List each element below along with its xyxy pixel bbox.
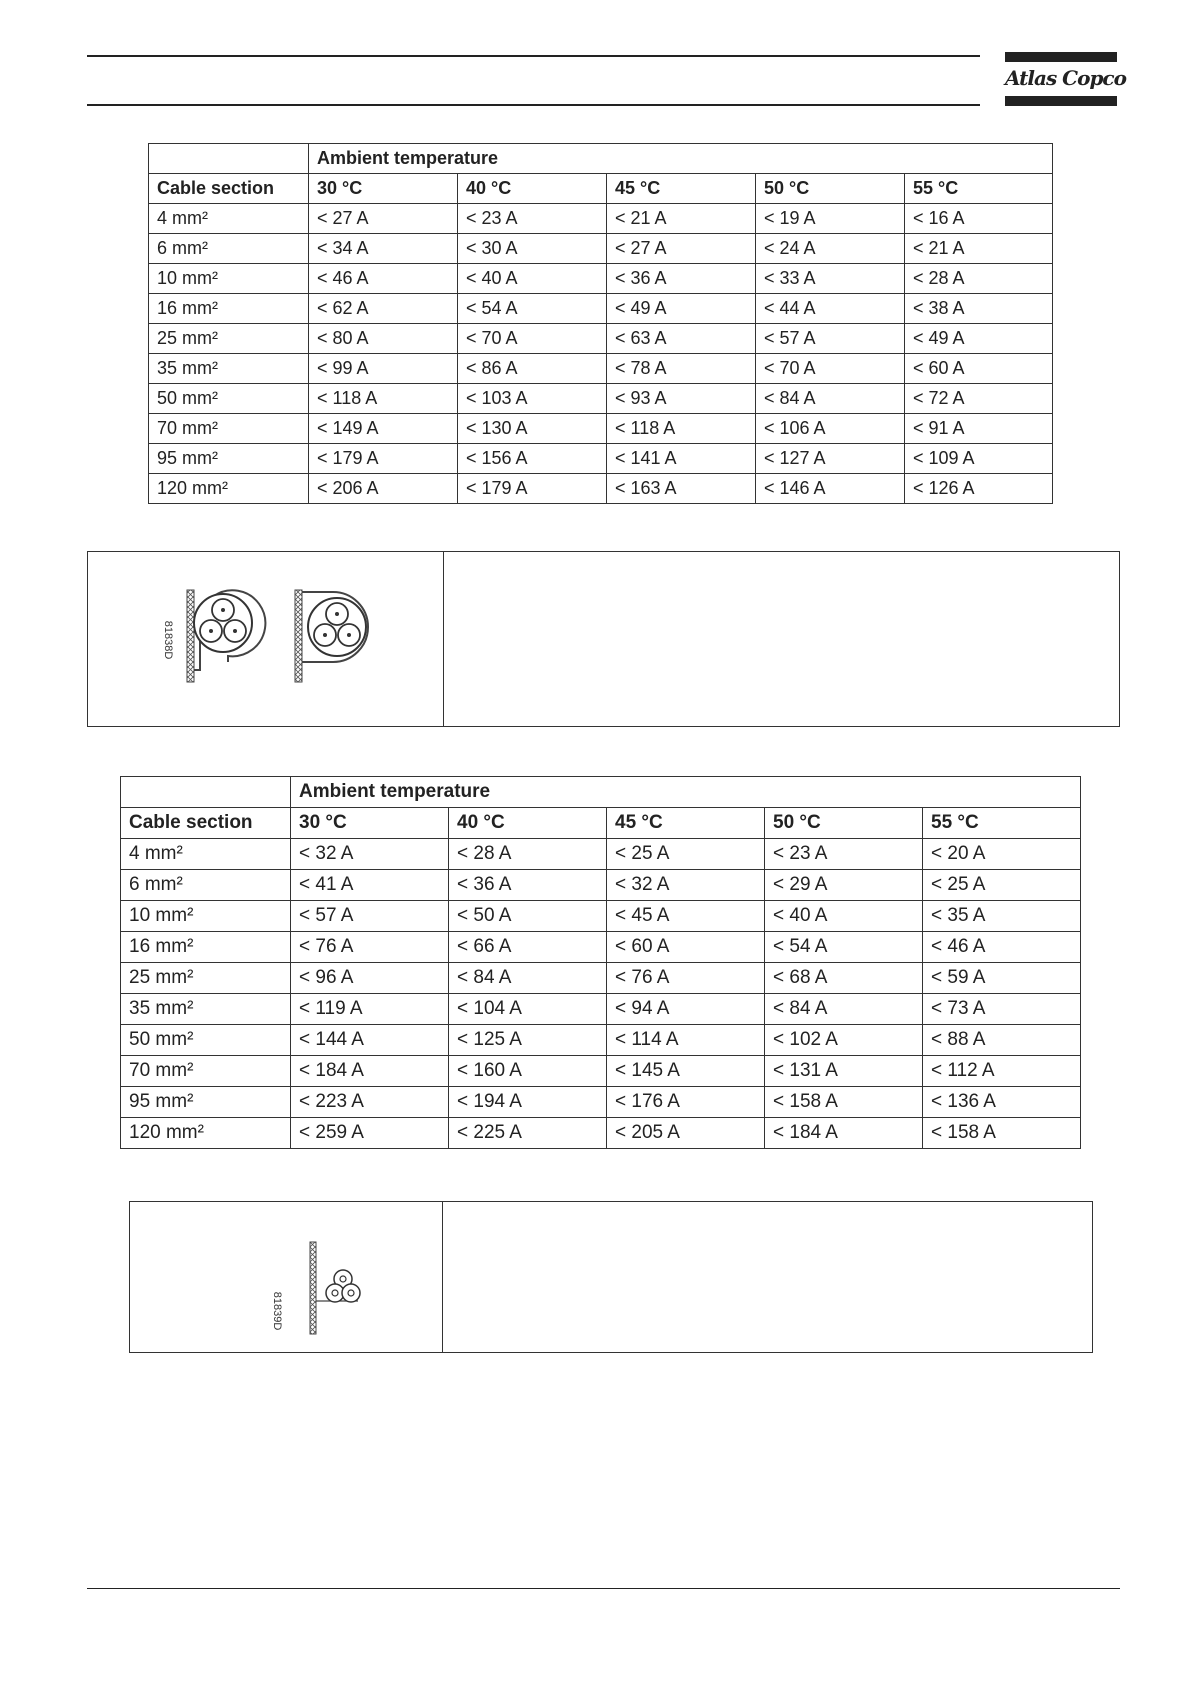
current-rating-cell: < 23 A: [458, 204, 607, 234]
cable-section-cell: 6 mm²: [149, 234, 309, 264]
table-row: [121, 963, 1081, 994]
current-rating-cell: < 160 A: [449, 1056, 607, 1087]
current-rating-cell: < 163 A: [607, 474, 756, 504]
ambient-temperature-header: Ambient temperature: [291, 777, 1081, 808]
current-rating-cell: < 66 A: [449, 932, 607, 963]
current-rating-cell: < 57 A: [291, 901, 449, 932]
current-rating-cell: < 179 A: [458, 474, 607, 504]
temperature-header: 45 °C: [607, 808, 765, 839]
current-rating-cell: < 106 A: [756, 414, 905, 444]
cable-section-header: Cable section: [149, 174, 309, 204]
temperature-header: 40 °C: [449, 808, 607, 839]
temperature-header: 50 °C: [765, 808, 923, 839]
cable-trefoil-illustration: [130, 1202, 442, 1352]
current-rating-cell: < 20 A: [923, 839, 1081, 870]
footer-rule: [87, 1588, 1120, 1589]
current-rating-cell: < 149 A: [309, 414, 458, 444]
cable-section-cell: 70 mm²: [121, 1056, 291, 1087]
column-header-row: [121, 808, 1081, 839]
cable-section-cell: 95 mm²: [121, 1087, 291, 1118]
current-rating-cell: < 76 A: [291, 932, 449, 963]
header-rule-bottom: [87, 104, 980, 106]
temperature-header: 40 °C: [458, 174, 607, 204]
cable-section-cell: 95 mm²: [149, 444, 309, 474]
current-rating-cell: < 112 A: [923, 1056, 1081, 1087]
current-rating-cell: < 103 A: [458, 384, 607, 414]
cable-section-cell: 6 mm²: [121, 870, 291, 901]
header-rule-top: [87, 55, 980, 57]
current-rating-cell: < 36 A: [607, 264, 756, 294]
ampacity-table-2: [120, 776, 1081, 1149]
current-rating-cell: < 80 A: [309, 324, 458, 354]
current-rating-cell: < 194 A: [449, 1087, 607, 1118]
current-rating-cell: < 206 A: [309, 474, 458, 504]
current-rating-cell: < 50 A: [449, 901, 607, 932]
current-rating-cell: < 62 A: [309, 294, 458, 324]
current-rating-cell: < 91 A: [905, 414, 1053, 444]
current-rating-cell: < 158 A: [765, 1087, 923, 1118]
current-rating-cell: < 24 A: [756, 234, 905, 264]
table-row: [149, 234, 1053, 264]
cable-section-cell: 35 mm²: [149, 354, 309, 384]
current-rating-cell: < 72 A: [905, 384, 1053, 414]
table-row: [149, 294, 1053, 324]
current-rating-cell: < 156 A: [458, 444, 607, 474]
current-rating-cell: < 118 A: [607, 414, 756, 444]
table-row: [149, 204, 1053, 234]
cable-section-cell: 16 mm²: [121, 932, 291, 963]
cable-section-header: Cable section: [121, 808, 291, 839]
current-rating-cell: < 57 A: [756, 324, 905, 354]
table-row: [149, 354, 1053, 384]
current-rating-cell: < 36 A: [449, 870, 607, 901]
current-rating-cell: < 33 A: [756, 264, 905, 294]
cable-section-cell: 50 mm²: [121, 1025, 291, 1056]
cable-section-cell: 4 mm²: [121, 839, 291, 870]
current-rating-cell: < 184 A: [765, 1118, 923, 1149]
current-rating-cell: < 59 A: [923, 963, 1081, 994]
table-row: [121, 870, 1081, 901]
table-row: [149, 474, 1053, 504]
group-header-row: [121, 777, 1081, 808]
current-rating-cell: < 88 A: [923, 1025, 1081, 1056]
table-row: [121, 1056, 1081, 1087]
current-rating-cell: < 84 A: [765, 994, 923, 1025]
current-rating-cell: < 70 A: [458, 324, 607, 354]
current-rating-cell: < 144 A: [291, 1025, 449, 1056]
current-rating-cell: < 93 A: [607, 384, 756, 414]
current-rating-cell: < 99 A: [309, 354, 458, 384]
trefoil-cables-on-wall: [310, 1242, 360, 1334]
figure-code-label: 81839D: [271, 1291, 283, 1331]
current-rating-cell: < 145 A: [607, 1056, 765, 1087]
current-rating-cell: < 32 A: [607, 870, 765, 901]
temperature-header: 55 °C: [905, 174, 1053, 204]
atlas-copco-logo: [1005, 52, 1126, 107]
current-rating-cell: < 30 A: [458, 234, 607, 264]
current-rating-cell: < 118 A: [309, 384, 458, 414]
group-header-row: [149, 144, 1053, 174]
current-rating-cell: < 94 A: [607, 994, 765, 1025]
current-rating-cell: < 205 A: [607, 1118, 765, 1149]
empty-corner-cell: [121, 777, 291, 808]
current-rating-cell: < 73 A: [923, 994, 1081, 1025]
cable-section-cell: 10 mm²: [149, 264, 309, 294]
table-row: [121, 839, 1081, 870]
table-row: [149, 264, 1053, 294]
current-rating-cell: < 125 A: [449, 1025, 607, 1056]
cable-section-cell: 25 mm²: [121, 963, 291, 994]
current-rating-cell: < 96 A: [291, 963, 449, 994]
current-rating-cell: < 102 A: [765, 1025, 923, 1056]
current-rating-cell: < 54 A: [458, 294, 607, 324]
current-rating-cell: < 49 A: [607, 294, 756, 324]
current-rating-cell: < 28 A: [449, 839, 607, 870]
table-row: [121, 901, 1081, 932]
current-rating-cell: < 63 A: [607, 324, 756, 354]
current-rating-cell: < 23 A: [765, 839, 923, 870]
cable-section-cell: 4 mm²: [149, 204, 309, 234]
current-rating-cell: < 84 A: [449, 963, 607, 994]
current-rating-cell: < 184 A: [291, 1056, 449, 1087]
temperature-header: 50 °C: [756, 174, 905, 204]
current-rating-cell: < 136 A: [923, 1087, 1081, 1118]
current-rating-cell: < 70 A: [756, 354, 905, 384]
current-rating-cell: < 27 A: [309, 204, 458, 234]
temperature-header: 30 °C: [291, 808, 449, 839]
table-row: [121, 1025, 1081, 1056]
table-row: [121, 1087, 1081, 1118]
current-rating-cell: < 41 A: [291, 870, 449, 901]
current-rating-cell: < 126 A: [905, 474, 1053, 504]
current-rating-cell: < 130 A: [458, 414, 607, 444]
current-rating-cell: < 46 A: [309, 264, 458, 294]
current-rating-cell: < 86 A: [458, 354, 607, 384]
current-rating-cell: < 19 A: [756, 204, 905, 234]
current-rating-cell: < 141 A: [607, 444, 756, 474]
cable-section-cell: 50 mm²: [149, 384, 309, 414]
cable-section-cell: 120 mm²: [121, 1118, 291, 1149]
current-rating-cell: < 35 A: [923, 901, 1081, 932]
current-rating-cell: < 25 A: [923, 870, 1081, 901]
table-row: [149, 384, 1053, 414]
figure-cable-mounting-81838d: [87, 551, 1120, 727]
table-row: [121, 932, 1081, 963]
current-rating-cell: < 46 A: [923, 932, 1081, 963]
current-rating-cell: < 32 A: [291, 839, 449, 870]
cable-on-wall-clamp-left: [187, 590, 265, 682]
temperature-header: 45 °C: [607, 174, 756, 204]
current-rating-cell: < 68 A: [765, 963, 923, 994]
table-row: [149, 414, 1053, 444]
logo-text: Atlas Copco: [1005, 66, 1126, 90]
empty-corner-cell: [149, 144, 309, 174]
cable-section-cell: 120 mm²: [149, 474, 309, 504]
current-rating-cell: < 54 A: [765, 932, 923, 963]
current-rating-cell: < 131 A: [765, 1056, 923, 1087]
current-rating-cell: < 119 A: [291, 994, 449, 1025]
figure-cable-mounting-81839d: [129, 1201, 1093, 1353]
cable-on-wall-clamp-right: [295, 590, 368, 682]
figure-code-label: 81838D: [162, 620, 174, 660]
current-rating-cell: < 21 A: [607, 204, 756, 234]
current-rating-cell: < 225 A: [449, 1118, 607, 1149]
table-row: [149, 444, 1053, 474]
current-rating-cell: < 40 A: [765, 901, 923, 932]
current-rating-cell: < 25 A: [607, 839, 765, 870]
current-rating-cell: < 38 A: [905, 294, 1053, 324]
current-rating-cell: < 114 A: [607, 1025, 765, 1056]
cable-section-cell: 10 mm²: [121, 901, 291, 932]
table-row: [121, 1118, 1081, 1149]
cable-section-cell: 35 mm²: [121, 994, 291, 1025]
current-rating-cell: < 223 A: [291, 1087, 449, 1118]
temperature-header: 55 °C: [923, 808, 1081, 839]
current-rating-cell: < 104 A: [449, 994, 607, 1025]
current-rating-cell: < 179 A: [309, 444, 458, 474]
current-rating-cell: < 176 A: [607, 1087, 765, 1118]
temperature-header: 30 °C: [309, 174, 458, 204]
current-rating-cell: < 16 A: [905, 204, 1053, 234]
current-rating-cell: < 40 A: [458, 264, 607, 294]
current-rating-cell: < 49 A: [905, 324, 1053, 354]
current-rating-cell: < 60 A: [905, 354, 1053, 384]
current-rating-cell: < 60 A: [607, 932, 765, 963]
cable-section-cell: 25 mm²: [149, 324, 309, 354]
current-rating-cell: < 45 A: [607, 901, 765, 932]
cable-clamp-illustration: [88, 552, 443, 726]
current-rating-cell: < 146 A: [756, 474, 905, 504]
current-rating-cell: < 21 A: [905, 234, 1053, 264]
current-rating-cell: < 78 A: [607, 354, 756, 384]
current-rating-cell: < 29 A: [765, 870, 923, 901]
current-rating-cell: < 127 A: [756, 444, 905, 474]
current-rating-cell: < 28 A: [905, 264, 1053, 294]
current-rating-cell: < 158 A: [923, 1118, 1081, 1149]
current-rating-cell: < 34 A: [309, 234, 458, 264]
current-rating-cell: < 76 A: [607, 963, 765, 994]
cable-section-cell: 16 mm²: [149, 294, 309, 324]
current-rating-cell: < 109 A: [905, 444, 1053, 474]
table-row: [149, 324, 1053, 354]
cable-section-cell: 70 mm²: [149, 414, 309, 444]
current-rating-cell: < 259 A: [291, 1118, 449, 1149]
table-row: [121, 994, 1081, 1025]
current-rating-cell: < 84 A: [756, 384, 905, 414]
ampacity-table-1: [148, 143, 1053, 504]
column-header-row: [149, 174, 1053, 204]
ambient-temperature-header: Ambient temperature: [309, 144, 1053, 174]
current-rating-cell: < 44 A: [756, 294, 905, 324]
current-rating-cell: < 27 A: [607, 234, 756, 264]
